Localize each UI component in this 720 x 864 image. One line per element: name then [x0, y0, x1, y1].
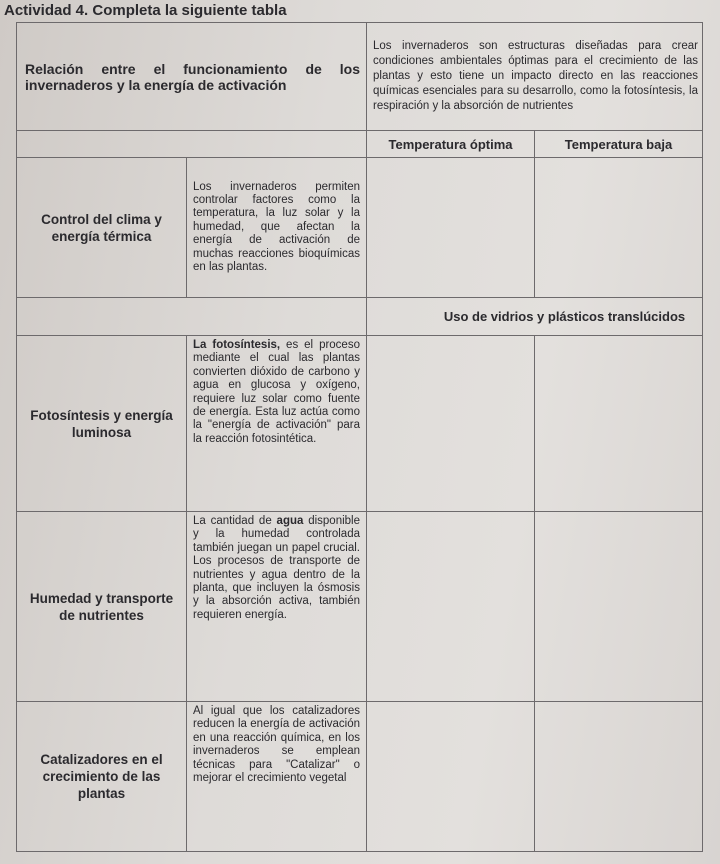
answer-cell-optimal[interactable]: [367, 336, 535, 512]
table-row: [17, 158, 703, 298]
table-row: [17, 298, 703, 336]
desc-text: disponible y la humedad controlada también juegan un papel crucial. Los procesos de transporte de nutrientes y agua dentro de la planta, que incluyen la ósmosis y la absorción activa, también requieren energía.: [193, 515, 361, 621]
relation-title: Relación entre el funcionamiento de los invernaderos y la energía de activación: [17, 23, 367, 131]
row-description: [187, 512, 367, 702]
answer-cell-optimal[interactable]: [367, 702, 535, 852]
answer-cell-low[interactable]: [535, 512, 703, 702]
answer-cell-optimal[interactable]: [367, 512, 535, 702]
desc-text: es el proceso mediante el cual las plantas convierten dióxido de carbono y agua en glucosa y oxígeno, requiere luz solar como fuente de energía. Esta luz actúa como la "energía de activación" para la reacción fotosintética.: [193, 339, 360, 445]
table-row: [17, 131, 703, 158]
table-row: [17, 702, 703, 852]
table-row: [17, 512, 703, 702]
empty-cell: [17, 131, 367, 158]
activity-heading: Actividad 4. Completa la siguiente tabla: [4, 2, 287, 19]
row-description: Al igual que los catalizadores reducen la energía de activación en una reacción química, en los invernaderos se emplean técnicas para "Catalizar" o mejorar el crecimiento vegetal: [187, 702, 367, 852]
column-header-optimal: Temperatura óptima: [367, 131, 535, 158]
row-topic: Humedad y transporte de nutrientes: [17, 512, 187, 702]
answer-cell-low[interactable]: [535, 158, 703, 298]
column-header-low: Temperatura baja: [535, 131, 703, 158]
empty-cell: [17, 298, 367, 336]
activity-table: [16, 22, 703, 852]
row-topic: Fotosíntesis y energía luminosa: [17, 336, 187, 512]
desc-bold: La fotosíntesis,: [193, 339, 281, 351]
desc-bold: agua: [276, 515, 304, 527]
row-description: Los invernaderos permiten controlar factores como la temperatura, la luz solar y la humedad, que afectan la energía de activación de muchas reacciones bioquímicas en las plantas.: [187, 158, 367, 298]
uso-vidrios-header: Uso de vidrios y plásticos translúcidos: [367, 298, 703, 336]
row-description: [187, 336, 367, 512]
answer-cell-optimal[interactable]: [367, 158, 535, 298]
desc-pre: La cantidad de: [193, 515, 277, 527]
row-topic: Control del clima y energía térmica: [17, 158, 187, 298]
table-row: [17, 23, 703, 131]
row-topic: Catalizadores en el crecimiento de las plantas: [17, 702, 187, 852]
answer-cell-low[interactable]: [535, 336, 703, 512]
intro-text: Los invernaderos son estructuras diseñadas para crear condiciones ambientales óptimas para el crecimiento de las plantas y esto tiene un impacto directo en las reacciones químicas esenciales para su desarrollo, como la fotosíntesis, la respiración y la absorción de nutrientes: [367, 23, 703, 131]
table-row: [17, 336, 703, 512]
answer-cell-low[interactable]: [535, 702, 703, 852]
